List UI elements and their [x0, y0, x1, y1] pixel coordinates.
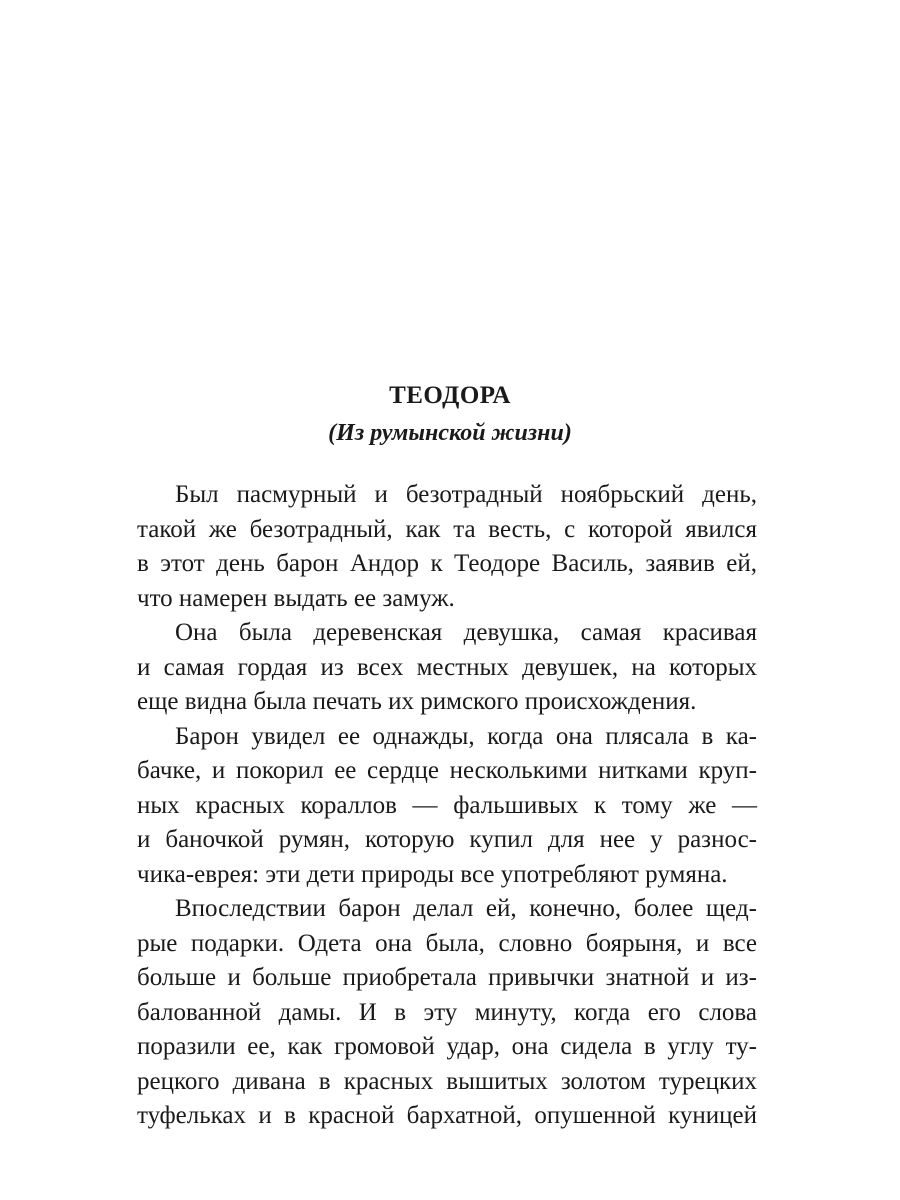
- chapter-subtitle: (Из румынской жизни): [328, 420, 572, 446]
- text-line: бачке, и покорил ее сердце несколькими нитками круп-: [137, 757, 757, 784]
- text-line: что намерен выдать ее замуж.: [137, 584, 455, 612]
- chapter-title: ТЕОДОРА: [389, 382, 511, 409]
- text-line: еще видна была печать их римского происхождения.: [137, 688, 697, 715]
- body-text: [137, 478, 757, 1134]
- text-line: Она была деревенская девушка, самая красивая: [175, 619, 757, 646]
- text-line: рецкого дивана в красных вышитых золотом турецких: [137, 1067, 757, 1095]
- text-line: больше и больше приобретала привычки знатной и из-: [137, 964, 757, 991]
- text-line: Барон увидел ее однажды, когда она плясала в ка-: [175, 722, 757, 750]
- text-line: и самая гордая из всех местных девушек, на которых: [137, 653, 757, 681]
- text-line: и баночкой румян, которую купил для нее у разнос-: [137, 826, 757, 853]
- text-line: рые подарки. Одета она была, словно боярыня, и все: [137, 929, 757, 957]
- text-line: в этот день барон Андор к Теодоре Василь, заявив ей,: [137, 550, 757, 577]
- text-line: Был пасмурный и безотрадный ноябрьский день,: [175, 481, 757, 508]
- text-line: ных красных кораллов — фальшивых к тому же —: [137, 791, 757, 819]
- text-line: балованной дамы. И в эту минуту, когда его слова: [137, 998, 757, 1026]
- text-line: чика-еврея: эти дети природы все употребляют румяна.: [137, 860, 728, 888]
- text-line: туфельках и в красной бархатной, опушенной куницей: [137, 1102, 757, 1129]
- text-line: такой же безотрадный, как та весть, с которой явился: [137, 515, 757, 543]
- text-line: поразили ее, как громовой удар, она сидела в углу ту-: [137, 1033, 757, 1060]
- text-line: Впоследствии барон делал ей, конечно, более щед-: [175, 895, 757, 922]
